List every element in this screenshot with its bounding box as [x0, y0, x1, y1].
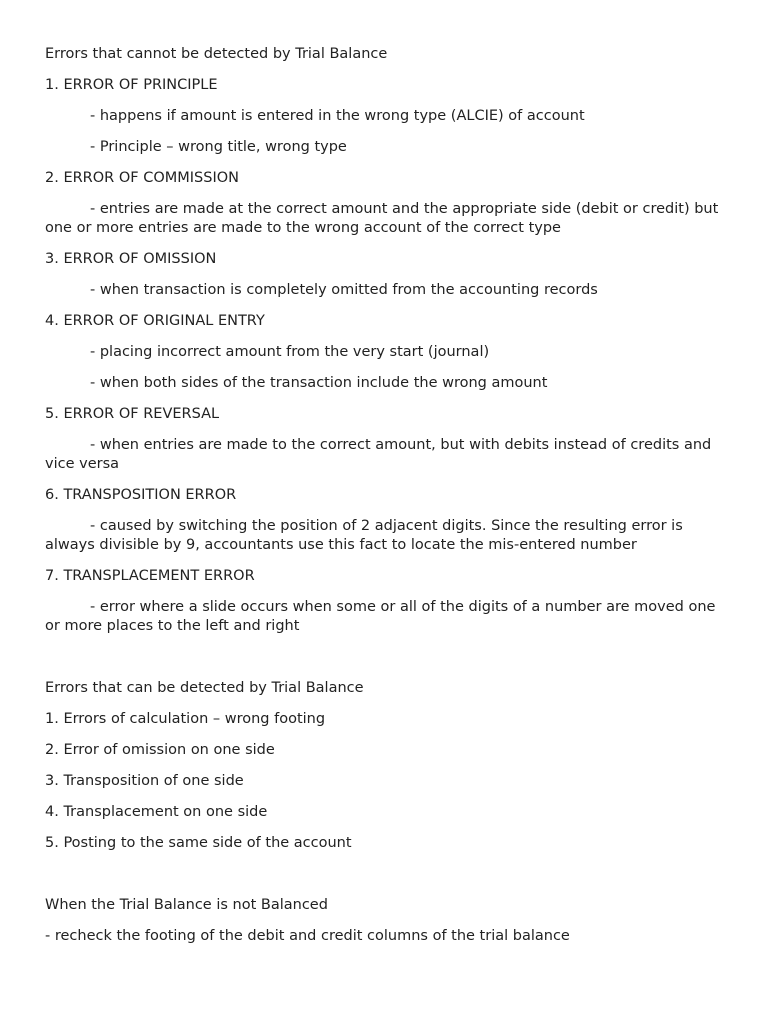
error-title: 3. ERROR OF OMISSION [45, 251, 217, 267]
list-item: 3. Transposition of one side [45, 773, 244, 789]
error-detail: - placing incorrect amount from the very start (journal) [90, 344, 490, 360]
list-item: 4. Transplacement on one side [45, 804, 268, 820]
list-item: 2. Error of omission on one side [45, 742, 275, 758]
list-item: 1. Errors of calculation – wrong footing [45, 711, 326, 727]
error-detail: - happens if amount is entered in the wrong type (ALCIE) of account [90, 108, 585, 124]
error-detail: - when transaction is completely omitted from the accounting records [90, 282, 598, 298]
section-heading-detectable: Errors that can be detected by Trial Balance [45, 680, 364, 696]
section-heading-not-balanced: When the Trial Balance is not Balanced [45, 897, 328, 913]
error-title: 4. ERROR OF ORIGINAL ENTRY [45, 313, 265, 329]
error-title: 1. ERROR OF PRINCIPLE [45, 77, 218, 93]
document-page [45, 45, 725, 946]
error-detail: - when entries are made to the correct amount, but with debits instead of credits and vice versa [45, 437, 712, 472]
error-detail: - entries are made at the correct amount and the appropriate side (debit or credit) but one or more entries are made to the wrong account of the correct type [45, 201, 719, 236]
error-title: 6. TRANSPOSITION ERROR [45, 487, 237, 503]
error-title: 5. ERROR OF REVERSAL [45, 406, 220, 422]
list-item: 5. Posting to the same side of the account [45, 835, 352, 851]
section-heading-undetectable: Errors that cannot be detected by Trial Balance [45, 46, 388, 62]
error-title: 2. ERROR OF COMMISSION [45, 170, 239, 186]
list-item: - recheck the footing of the debit and credit columns of the trial balance [45, 928, 570, 944]
error-detail: - caused by switching the position of 2 adjacent digits. Since the resulting error is always divisible by 9, accountants use this fact to locate the mis-entered number [45, 518, 683, 553]
error-detail: - when both sides of the transaction include the wrong amount [90, 375, 548, 391]
error-title: 7. TRANSPLACEMENT ERROR [45, 568, 255, 584]
error-detail: - Principle – wrong title, wrong type [90, 139, 347, 155]
error-detail: - error where a slide occurs when some or all of the digits of a number are moved one or more places to the left and right [45, 599, 716, 634]
